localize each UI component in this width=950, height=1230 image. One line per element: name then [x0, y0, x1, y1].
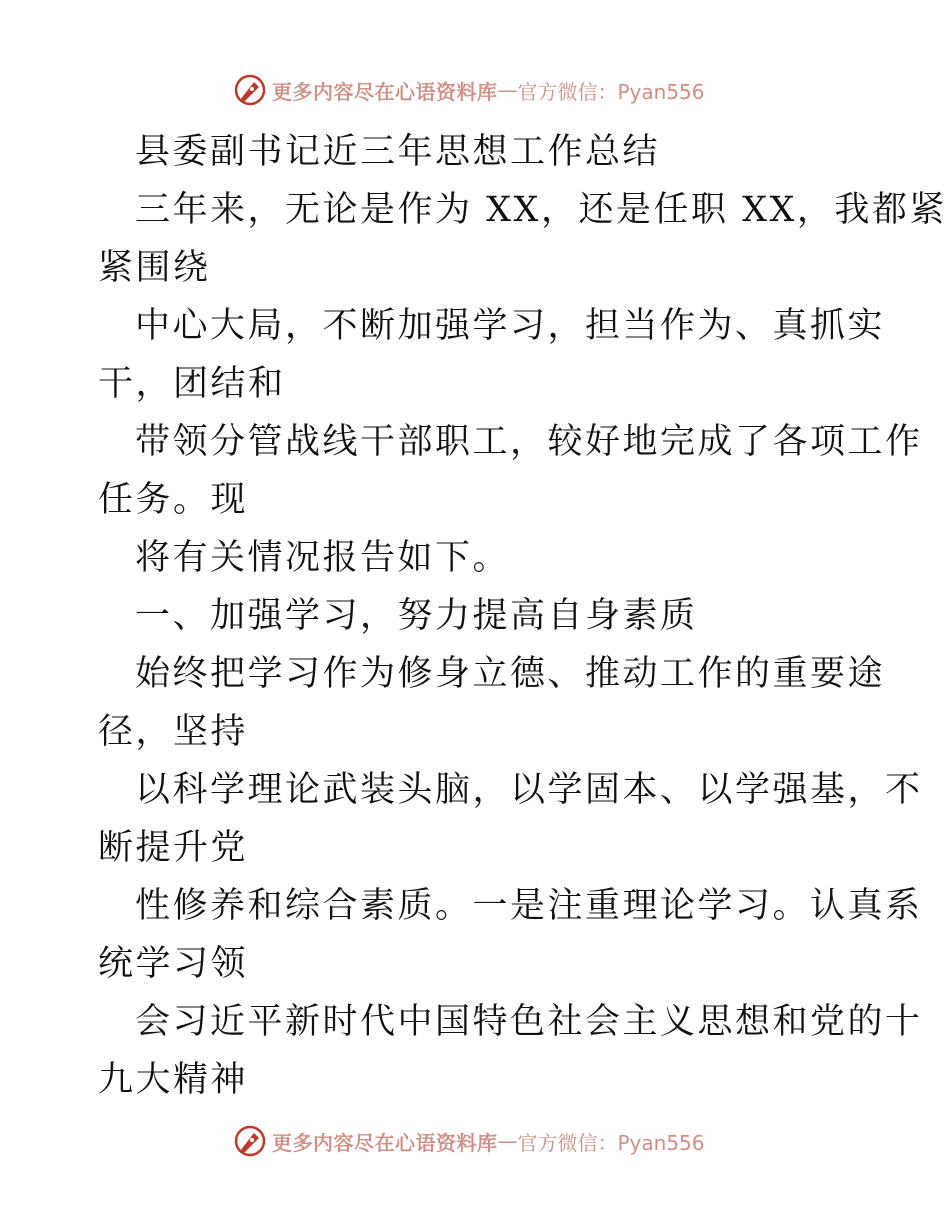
paragraph-line: 统学习领 [98, 944, 249, 984]
paragraph-line: 任务。现 [98, 480, 249, 520]
watermark-slogan: 更多内容尽在心语资料库 [272, 1130, 498, 1155]
paragraph-line: 性修养和综合素质。一是注重理论学习。认真系 [135, 886, 923, 926]
paragraph-line: 带领分管战线干部职工，较好地完成了各项工作 [135, 422, 923, 462]
footer-watermark-banner [232, 1121, 705, 1161]
paragraph-line: 始终把学习作为修身立德、推动工作的重要途 [135, 654, 886, 694]
pen-nib-logo-icon [232, 1123, 268, 1159]
paragraph-line: 断提升党 [98, 828, 249, 868]
paragraph-line: 九大精神 [98, 1060, 249, 1100]
document-body [98, 123, 947, 1109]
watermark-dash: — [497, 78, 518, 102]
paragraph-line: 干，团结和 [98, 364, 286, 404]
document-title: 县委副书记近三年思想工作总结 [135, 132, 661, 172]
watermark-wechat: 官方微信：Pyan556 [517, 1130, 705, 1155]
paragraph-line: 以科学理论武装头脑，以学固本、以学强基，不 [135, 770, 923, 810]
watermark-wechat: 官方微信：Pyan556 [517, 79, 705, 104]
paragraph-line: 三年来，无论是作为 XX，还是任职 XX，我都紧 [135, 190, 947, 230]
section-heading: 一、加强学习，努力提高自身素质 [135, 596, 698, 636]
paragraph-line: 径，坚持 [98, 712, 249, 752]
watermark-dash: — [497, 1129, 518, 1153]
pen-nib-logo-icon [232, 72, 268, 108]
paragraph-line: 中心大局，不断加强学习，担当作为、真抓实 [135, 306, 886, 346]
paragraph-line: 会习近平新时代中国特色社会主义思想和党的十 [135, 1002, 923, 1042]
header-watermark-banner [232, 70, 705, 110]
paragraph-line: 紧围绕 [98, 248, 211, 288]
watermark-slogan: 更多内容尽在心语资料库 [272, 79, 498, 104]
paragraph-line: 将有关情况报告如下。 [135, 538, 511, 578]
